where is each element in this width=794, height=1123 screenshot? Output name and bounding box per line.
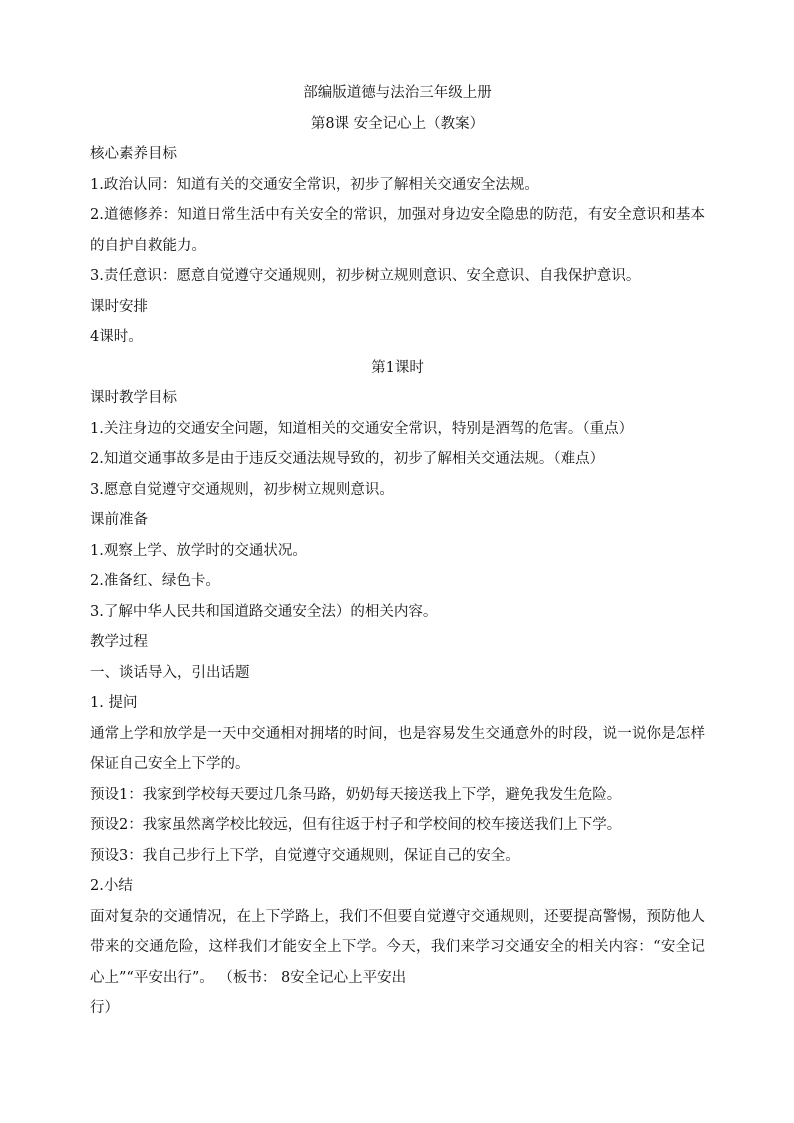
document-subtitle: 第8课 安全记心上（教案） [310,115,485,132]
question-text: 通常上学和放学是一天中交通相对拥堵的时间，也是容易发生交通意外的时段，说一说你是怎样保证自己安全上下学的。 [90,725,705,772]
objective-item: 1.关注身边的交通安全问题，知道相关的交通安全常识，特别是酒驾的危害。（重点） [90,420,634,437]
document-body [90,78,705,1024]
question-heading: 1. 提问 [90,695,138,711]
document-title: 部编版道德与法治三年级上册 [303,85,492,101]
objectives-heading: 课时教学目标 [90,390,177,406]
schedule-text: 4课时。 [90,329,143,345]
prep-item: 2.准备红、绿色卡。 [90,573,220,589]
objective-item: 3.愿意自觉遵守交通规则，初步树立规则意识。 [90,481,394,498]
prep-heading: 课前准备 [90,512,148,528]
lesson-heading: 第1课时 [371,359,424,376]
core-goal-item: 3.责任意识：愿意自觉遵守交通规则，初步树立规则意识、安全意识、自我保护意识。 [90,268,641,284]
summary-text: 面对复杂的交通情况，在上下学路上，我们不但要自觉遵守交通规则，还要提高警惕，预防他人带来的交通危险，这样我们才能安全上下学。今天，我们来学习交通安全的相关内容：“安全记心上”“平安出行”。 （板书： 8安全记心上平安出 [90,908,705,986]
schedule-heading: 课时安排 [90,298,148,315]
preset-item: 预设1：我家到学校每天要过几条马路，奶奶每天接送我上下学，避免我发生危险。 [90,786,622,803]
objective-item: 2.知道交通事故多是由于违反交通法规导致的，初步了解相关交通法规。（难点） [90,451,605,467]
prep-item: 3.了解中华人民共和国道路交通安全法）的相关内容。 [90,603,438,620]
section-heading: 一、谈话导入，引出话题 [90,664,250,681]
core-goals-heading: 核心素养目标 [90,146,177,162]
summary-tail: 行） [90,1000,119,1016]
prep-item: 1.观察上学、放学时的交通状况。 [90,542,307,559]
core-goal-item: 2.道德修养：知道日常生活中有关安全的常识，加强对身边安全隐患的防范，有安全意识和基本的自护自救能力。 [90,207,705,254]
preset-item: 预设2：我家虽然离学校比较远，但有往返于村子和学校间的校车接送我们上下学。 [90,817,622,833]
core-goal-item: 1.政治认同：知道有关的交通安全常识，初步了解相关交通安全法规。 [90,176,539,193]
process-heading: 教学过程 [90,634,148,650]
summary-heading: 2.小结 [90,878,133,894]
preset-item: 预设3：我自己步行上下学，自觉遵守交通规则，保证自己的安全。 [90,847,520,864]
